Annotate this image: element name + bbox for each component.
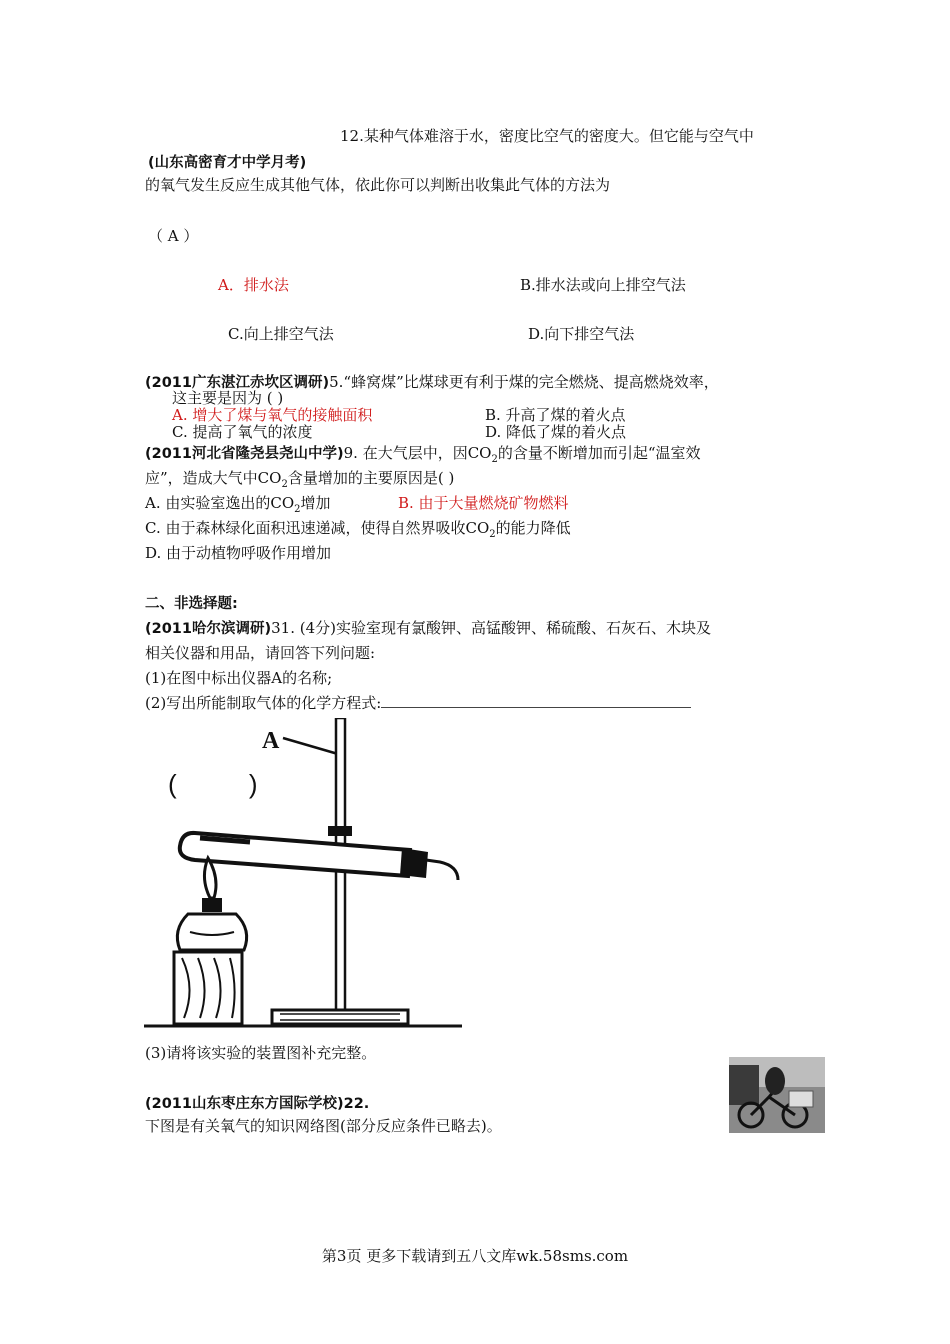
iron-stand-base: [272, 1010, 408, 1024]
subscript: 2: [294, 504, 301, 515]
bike-basket: [789, 1091, 813, 1107]
page-footer: 第3页 更多下载请到五八文库wk.58sms.com: [321, 1247, 629, 1265]
lab-apparatus-diagram: [140, 718, 470, 1036]
q9-line2: [145, 468, 454, 488]
section-title: 二、非选择题:: [145, 596, 238, 612]
q31-sub1: (1)在图中标出仪器A的名称;: [145, 669, 333, 687]
q9-option-c: [145, 518, 571, 538]
diagram-label-a: A: [262, 728, 280, 754]
q12-option-d: D.向下排空气法: [528, 325, 635, 343]
q12-source: (山东高密育才中学月考): [148, 155, 307, 171]
q9-option-a-text: A. 由实验室逸出的CO: [145, 494, 295, 512]
q31-line1: [145, 618, 711, 639]
subscript: 2: [491, 454, 498, 465]
flame: [204, 858, 216, 898]
q9-option-b: B. 由于大量燃烧矿物燃料: [398, 494, 569, 512]
q9-source: (2011河北省隆尧县尧山中学): [145, 446, 344, 462]
q5-option-a: A. 增大了煤与氧气的接触面积: [172, 406, 373, 424]
rubber-stopper: [400, 848, 428, 878]
q31-source: (2011哈尔滨调研): [145, 621, 272, 637]
q5-option-d: D. 降低了煤的着火点: [485, 423, 627, 441]
q12-line1: 12.某种气体难溶于水，密度比空气的密度大。但它能与空气中: [340, 127, 754, 145]
cyclist-photo: [729, 1057, 825, 1133]
q5-line2: 这主要是因为 ( ): [172, 389, 284, 407]
label-pointer-line: [283, 738, 338, 754]
q31-sub3: (3)请将该实验的装置图补充完整。: [145, 1044, 377, 1062]
q9-line1: [145, 443, 701, 464]
q12-option-b: B.排水法或向上排空气法: [520, 276, 686, 294]
q22-line1: [145, 1093, 369, 1114]
subscript: 2: [489, 529, 496, 540]
q9-option-a: [145, 493, 331, 513]
q5-source: (2011广东湛江赤坎区调研): [145, 375, 330, 391]
alcohol-lamp: [177, 914, 246, 950]
q5-option-b: B. 升高了煤的着火点: [485, 406, 626, 424]
q12-option-a: A．排水法: [218, 276, 289, 294]
q9-text-a: 9. 在大气层中，因CO: [343, 444, 492, 462]
q9-option-a-text2: 增加: [300, 494, 331, 512]
q12-line2: 的氧气发生反应生成其他气体，依此你可以判断出收集此气体的方法为: [145, 176, 611, 194]
q22-line2: 下图是有关氧气的知识网络图(部分反应条件已略去)。: [145, 1117, 502, 1135]
q9-option-d: D. 由于动植物呼吸作用增加: [145, 544, 332, 562]
q31-sub2-text: (2)写出所能制取气体的化学方程式:: [145, 694, 382, 712]
q9-option-c-text2: 的能力降低: [495, 519, 571, 537]
q31-line2: 相关仪器和用品，请回答下列问题:: [145, 644, 376, 662]
q12-answer: （ A ）: [148, 227, 199, 245]
cyclist: [765, 1067, 785, 1095]
diagram-answer-paren: ( ): [168, 769, 258, 799]
photo-building: [729, 1065, 759, 1105]
subscript: 2: [281, 479, 288, 490]
q9-text-c: 应”，造成大气中CO: [145, 469, 282, 487]
q12-option-c: C.向上排空气法: [228, 325, 334, 343]
q9-text-d: 含量增加的主要原因是( ): [287, 469, 455, 487]
lamp-wick-holder: [202, 898, 222, 912]
answer-blank[interactable]: [381, 693, 691, 708]
delivery-tube: [426, 860, 458, 880]
q5-option-c: C. 提高了氧气的浓度: [172, 423, 313, 441]
q31-sub2: [145, 693, 691, 713]
q22-number: 22.: [343, 1096, 370, 1112]
q9-text-b: 的含量不断增加而引起“温室效: [497, 444, 701, 462]
q5-text: 5.“蜂窝煤”比煤球更有利于煤的完全燃烧、提高燃烧效率，: [329, 373, 719, 391]
clamp-upper: [328, 826, 352, 836]
q9-option-c-text: C. 由于森林绿化面积迅速递减，使得自然界吸收CO: [145, 519, 490, 537]
q22-source: (2011山东枣庄东方国际学校): [145, 1096, 344, 1112]
q31-text: 31. (4分)实验室现有氯酸钾、高锰酸钾、稀硫酸、石灰石、木块及: [271, 619, 711, 637]
